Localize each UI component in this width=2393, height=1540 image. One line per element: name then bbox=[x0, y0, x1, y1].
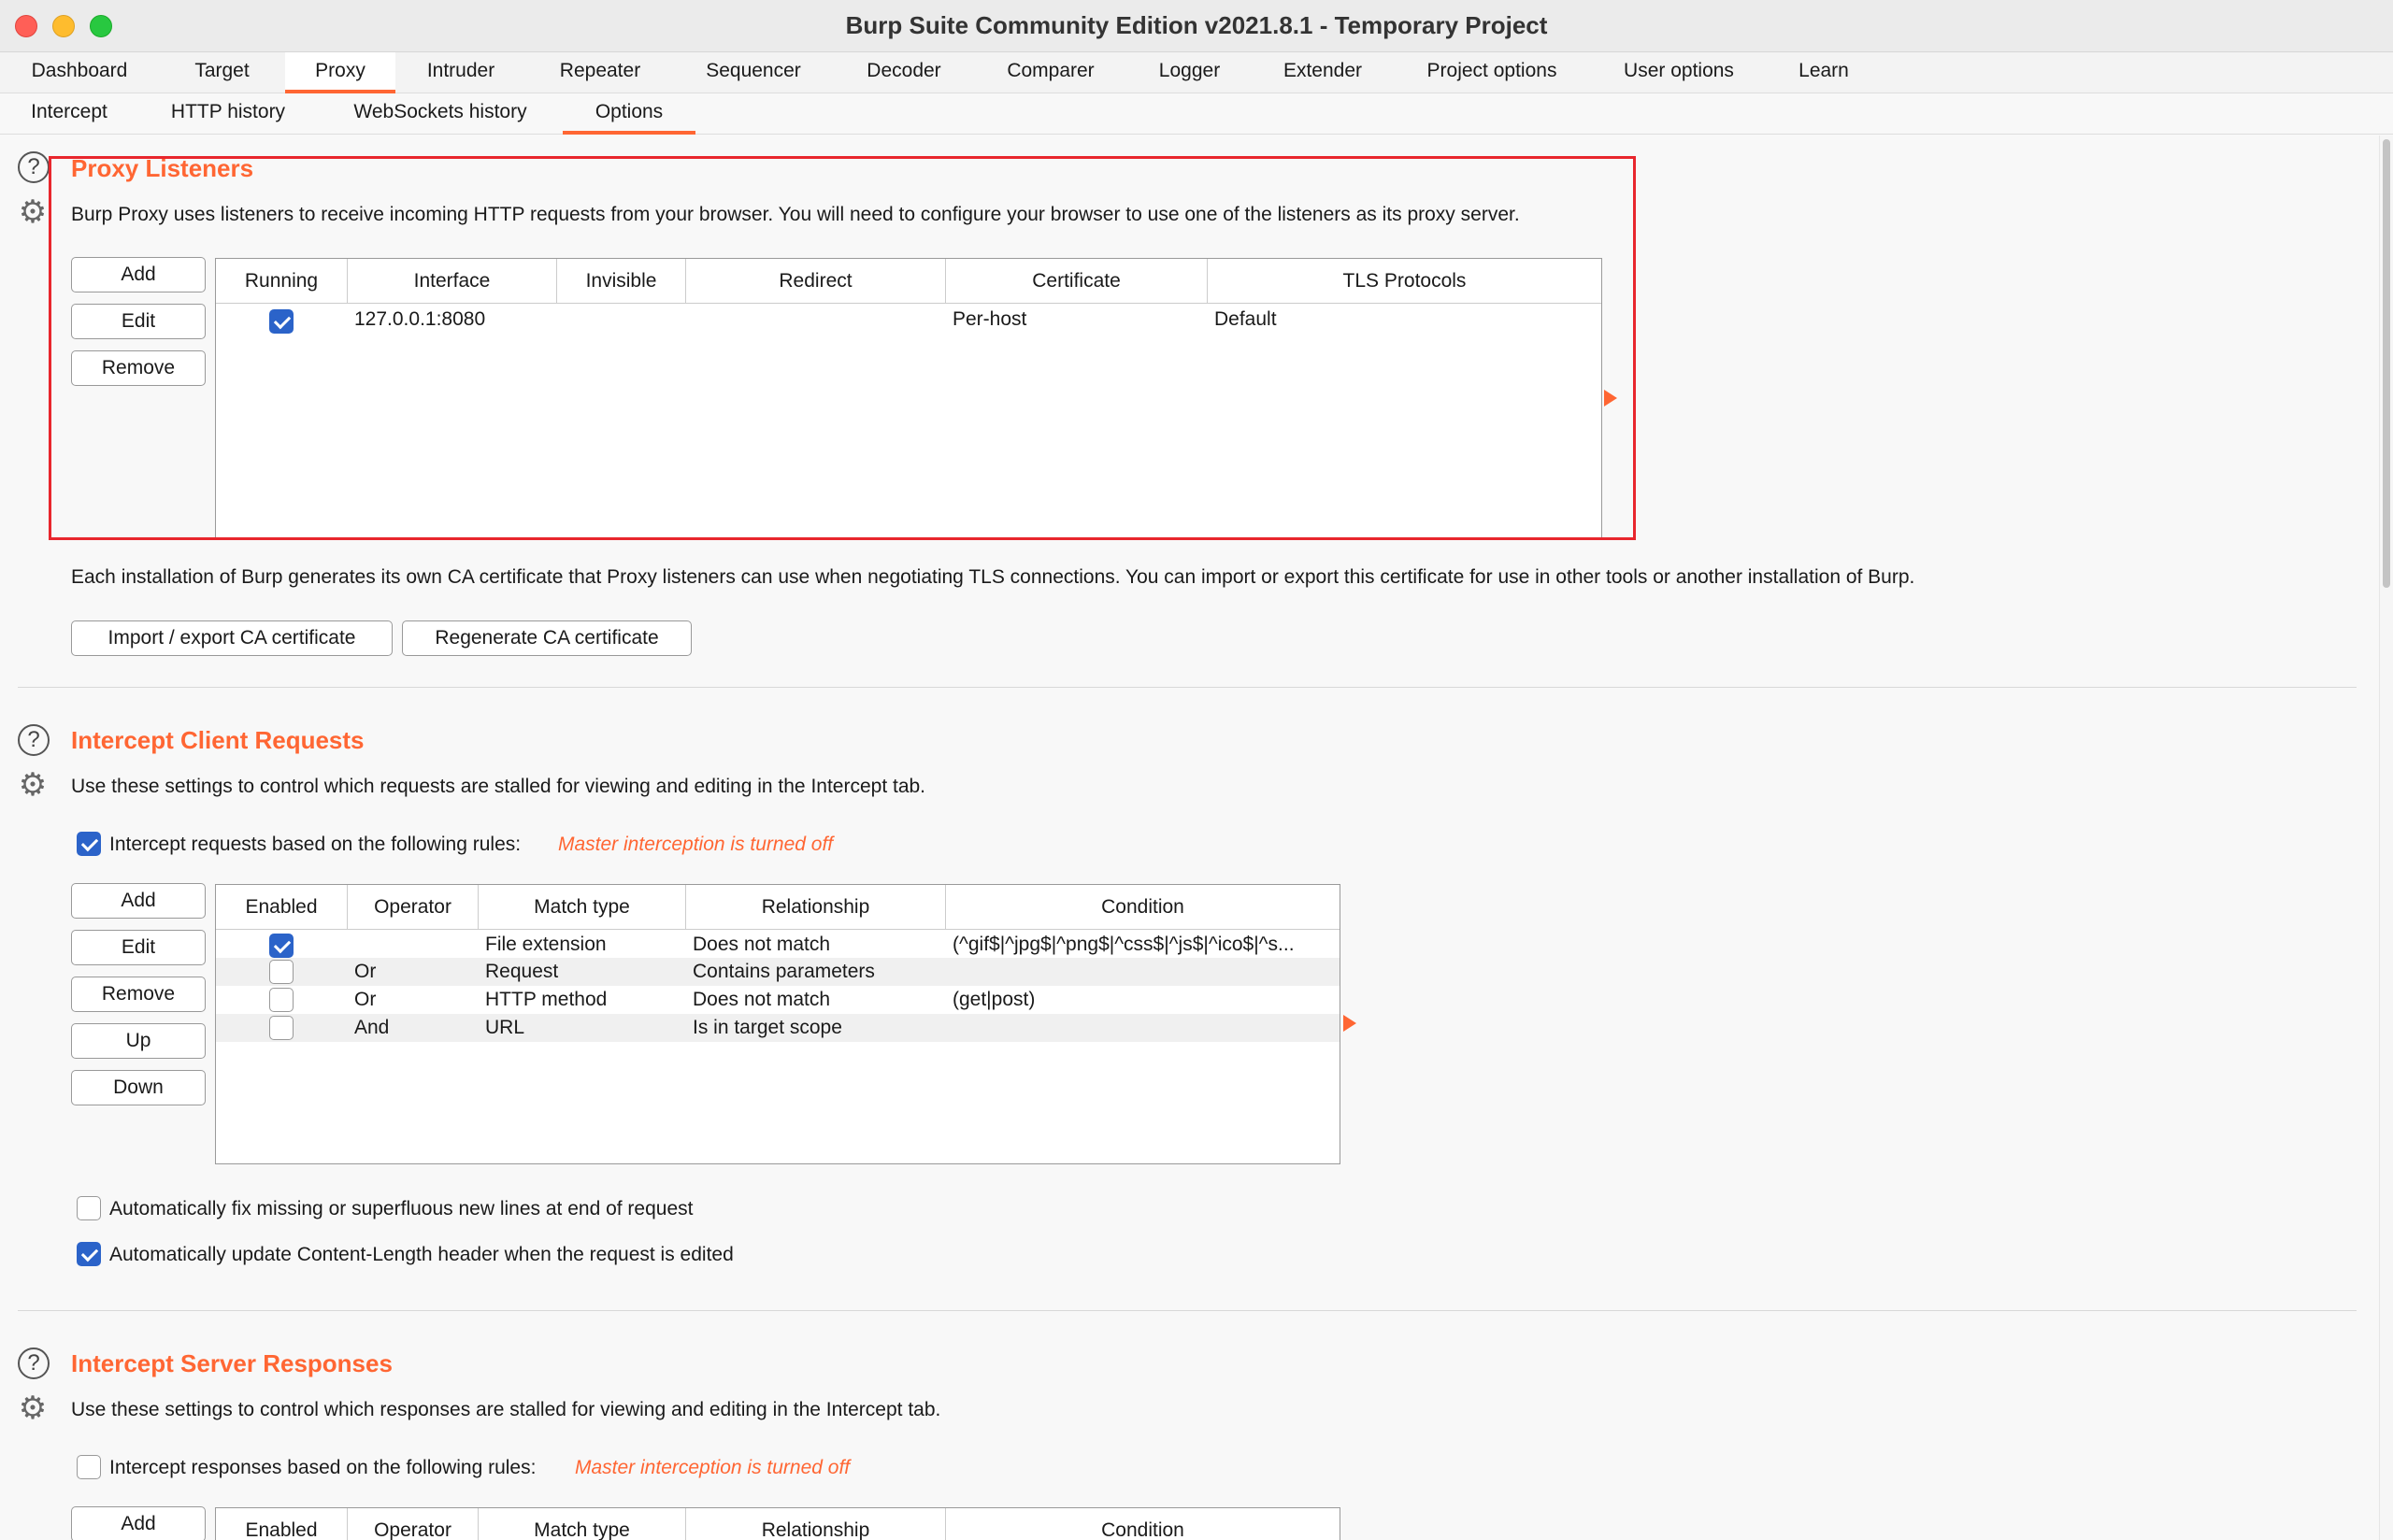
section-title-proxy-listeners: Proxy Listeners bbox=[71, 154, 254, 182]
rule-remove-button[interactable]: Remove bbox=[71, 977, 206, 1012]
column-header[interactable]: Condition bbox=[1101, 896, 1184, 918]
relationship-cell: Contains parameters bbox=[693, 961, 875, 982]
help-icon[interactable]: ? bbox=[18, 1348, 50, 1379]
proxy-listeners-description: Burp Proxy uses listeners to receive incoming HTTP requests from your browser. You will need to configure your browser to use one of the listeners as its proxy server. bbox=[71, 204, 1520, 225]
highlight-box bbox=[49, 156, 1636, 540]
section-title-intercept-client-requests: Intercept Client Requests bbox=[71, 726, 365, 754]
update-content-length-checkbox[interactable] bbox=[77, 1242, 101, 1266]
condition-cell: (get|post) bbox=[953, 989, 1036, 1010]
tab-options[interactable]: Options bbox=[563, 93, 695, 135]
tab-extender[interactable]: Extender bbox=[1282, 60, 1363, 81]
tab-proxy[interactable]: Proxy bbox=[285, 52, 395, 93]
section-divider bbox=[18, 1310, 2357, 1311]
rule-edit-button[interactable]: Edit bbox=[71, 930, 206, 965]
listener-edit-button[interactable]: Edit bbox=[71, 304, 206, 339]
gear-icon[interactable]: ⚙ bbox=[18, 1390, 48, 1426]
intercept-server-description: Use these settings to control which responses are stalled for viewing and editing in the Intercept tab. bbox=[71, 1399, 941, 1420]
intercept-responses-checkbox[interactable] bbox=[77, 1455, 101, 1479]
tab-sequencer[interactable]: Sequencer bbox=[706, 60, 801, 81]
column-header[interactable]: Running bbox=[216, 259, 348, 304]
column-header[interactable]: TLS Protocols bbox=[1342, 270, 1467, 292]
tab-websockets-history[interactable]: WebSockets history bbox=[353, 101, 527, 122]
fix-newlines-checkbox[interactable] bbox=[77, 1196, 101, 1220]
master-interception-note: Master interception is turned off bbox=[575, 1457, 851, 1478]
table-row[interactable] bbox=[216, 958, 1340, 986]
operator-cell: And bbox=[354, 1017, 390, 1038]
request-rules-table-header bbox=[216, 885, 1340, 930]
rule-enabled-checkbox[interactable] bbox=[269, 934, 294, 958]
column-header[interactable]: Redirect bbox=[686, 259, 946, 304]
tab-comparer[interactable]: Comparer bbox=[1007, 60, 1095, 81]
ca-certificate-description: Each installation of Burp generates its own CA certificate that Proxy listeners can use when negotiating TLS connections. You can import or export this certificate for use in other tools or another installation of Burp. bbox=[71, 566, 1915, 588]
match-type-cell: HTTP method bbox=[485, 989, 608, 1010]
interface-cell: 127.0.0.1:8080 bbox=[354, 308, 486, 330]
response-rules-table-header bbox=[216, 1508, 1340, 1540]
request-rules-table[interactable] bbox=[215, 884, 1340, 1164]
relationship-cell: Is in target scope bbox=[693, 1017, 842, 1038]
section-title-intercept-server-responses: Intercept Server Responses bbox=[71, 1349, 393, 1377]
column-header[interactable]: Certificate bbox=[946, 259, 1208, 304]
column-header[interactable]: Operator bbox=[348, 885, 479, 930]
section-divider bbox=[18, 687, 2357, 688]
rule-up-button[interactable]: Up bbox=[71, 1023, 206, 1059]
response-rules-table[interactable] bbox=[215, 1507, 1340, 1540]
fix-newlines-label: Automatically fix missing or superfluous new lines at end of request bbox=[109, 1198, 694, 1219]
certificate-cell: Per-host bbox=[953, 308, 1027, 330]
match-type-cell: Request bbox=[485, 961, 559, 982]
import-export-ca-button[interactable]: Import / export CA certificate bbox=[71, 620, 393, 656]
tab-logger[interactable]: Logger bbox=[1158, 60, 1221, 81]
title-bar bbox=[0, 0, 2393, 52]
options-content bbox=[0, 135, 2379, 1540]
regenerate-ca-button[interactable]: Regenerate CA certificate bbox=[402, 620, 692, 656]
rule-enabled-checkbox[interactable] bbox=[269, 1016, 294, 1040]
tab-decoder[interactable]: Decoder bbox=[867, 60, 941, 81]
match-type-cell: File extension bbox=[485, 934, 607, 955]
update-content-length-label: Automatically update Content-Length header when the request is edited bbox=[109, 1244, 734, 1265]
rule-down-button[interactable]: Down bbox=[71, 1070, 206, 1105]
column-header[interactable]: Operator bbox=[348, 1508, 479, 1540]
help-icon[interactable]: ? bbox=[18, 724, 50, 756]
help-icon[interactable]: ? bbox=[18, 151, 50, 183]
column-header[interactable]: Relationship bbox=[686, 1508, 946, 1540]
gear-icon[interactable]: ⚙ bbox=[18, 194, 48, 230]
gear-icon[interactable]: ⚙ bbox=[18, 767, 48, 803]
response-rule-add-button[interactable]: Add bbox=[71, 1506, 206, 1540]
tab-intercept[interactable]: Intercept bbox=[31, 101, 107, 122]
tab-learn[interactable]: Learn bbox=[1798, 60, 1849, 81]
listener-add-button[interactable]: Add bbox=[71, 257, 206, 292]
column-header[interactable]: Match type bbox=[479, 885, 686, 930]
rule-enabled-checkbox[interactable] bbox=[269, 988, 294, 1012]
rule-enabled-checkbox[interactable] bbox=[269, 960, 294, 984]
proxy-sub-tab-bar bbox=[0, 93, 2393, 135]
relationship-cell: Does not match bbox=[693, 989, 831, 1010]
tls-protocols-cell: Default bbox=[1214, 308, 1277, 330]
intercept-client-description: Use these settings to control which requests are stalled for viewing and editing in the Intercept tab. bbox=[71, 776, 926, 797]
column-header[interactable]: Relationship bbox=[686, 885, 946, 930]
rule-add-button[interactable]: Add bbox=[71, 883, 206, 919]
column-header[interactable]: Match type bbox=[479, 1508, 686, 1540]
intercept-responses-label: Intercept responses based on the following rules: bbox=[109, 1457, 537, 1478]
match-type-cell: URL bbox=[485, 1017, 525, 1038]
master-interception-note: Master interception is turned off bbox=[558, 834, 834, 855]
window-title: Burp Suite Community Edition v2021.8.1 - Temporary Project bbox=[845, 11, 1548, 39]
column-header[interactable]: Interface bbox=[348, 259, 557, 304]
relationship-cell: Does not match bbox=[693, 934, 831, 955]
column-header[interactable]: Condition bbox=[1101, 1519, 1184, 1540]
operator-cell: Or bbox=[354, 961, 377, 982]
tab-http-history[interactable]: HTTP history bbox=[170, 101, 286, 122]
scrollbar-thumb[interactable] bbox=[2383, 139, 2390, 588]
column-header[interactable]: Invisible bbox=[557, 259, 686, 304]
column-header[interactable]: Enabled bbox=[216, 885, 348, 930]
main-tab-bar bbox=[0, 52, 2393, 93]
tab-dashboard[interactable]: Dashboard bbox=[31, 60, 128, 81]
operator-cell: Or bbox=[354, 989, 377, 1010]
table-row[interactable] bbox=[216, 1014, 1340, 1042]
column-header[interactable]: Enabled bbox=[216, 1508, 348, 1540]
tab-repeater[interactable]: Repeater bbox=[559, 60, 641, 81]
tab-user-options[interactable]: User options bbox=[1624, 60, 1734, 81]
tab-project-options[interactable]: Project options bbox=[1426, 60, 1557, 81]
listener-remove-button[interactable]: Remove bbox=[71, 350, 206, 386]
expand-arrow-icon[interactable] bbox=[1343, 1015, 1356, 1032]
intercept-requests-label: Intercept requests based on the following rules: bbox=[109, 834, 522, 855]
vertical-scrollbar[interactable] bbox=[2379, 135, 2393, 1540]
tab-target[interactable]: Target bbox=[194, 60, 250, 81]
intercept-requests-checkbox[interactable] bbox=[77, 832, 101, 856]
tab-intruder[interactable]: Intruder bbox=[426, 60, 495, 81]
condition-cell: (^gif$|^jpg$|^png$|^css$|^js$|^ico$|^s... bbox=[953, 934, 1295, 955]
